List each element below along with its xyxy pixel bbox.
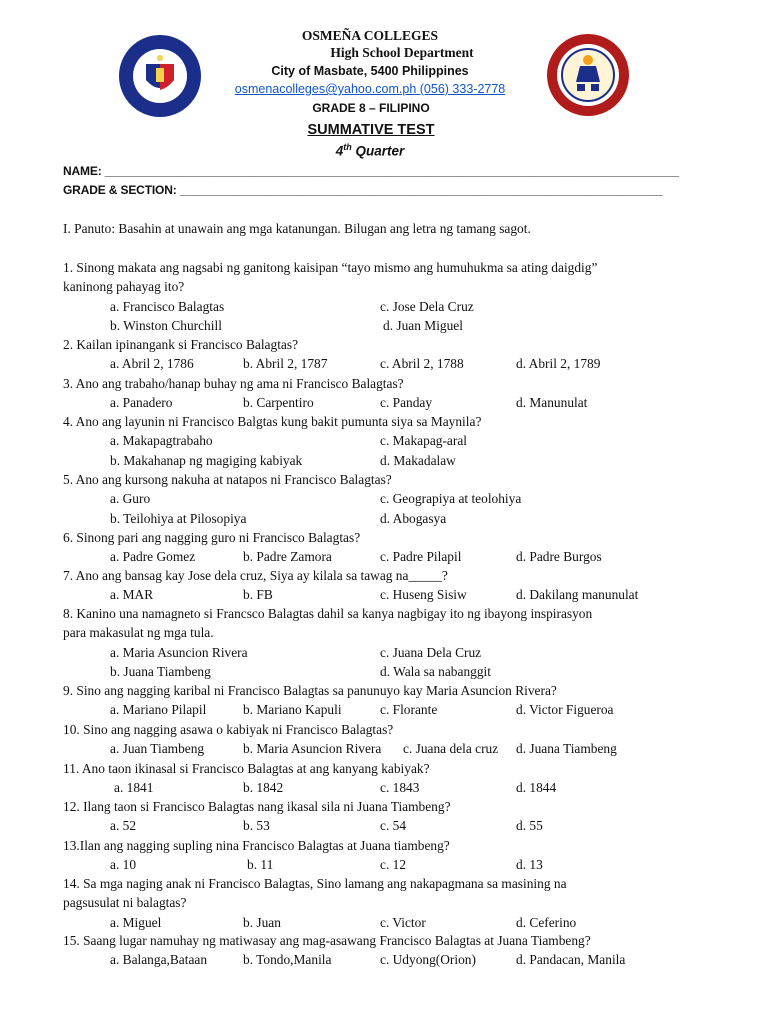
option-c[interactable]: c. Geograpiya at teolohiya xyxy=(380,491,522,507)
name-field[interactable]: NAME: ________________________________________________________________________________________ xyxy=(63,164,679,178)
option-d[interactable]: d. 55 xyxy=(516,818,543,834)
option-d[interactable]: d. Pandacan, Manila xyxy=(516,952,626,968)
contact-link[interactable]: osmenacolleges@yahoo.com.ph (056) 333-2778 xyxy=(234,82,506,96)
option-a[interactable]: a. Padre Gomez xyxy=(110,549,196,565)
option-c[interactable]: c. Huseng Sisiw xyxy=(380,587,467,603)
question-text: 11. Ano taon ikinasal si Francisco Balagtas at ang kanyang kabiyak? xyxy=(63,761,430,776)
option-d[interactable]: d. Abril 2, 1789 xyxy=(516,356,601,372)
option-a[interactable]: a. Maria Asuncion Rivera xyxy=(110,644,248,660)
option-b[interactable]: b. Padre Zamora xyxy=(243,549,332,565)
option-b[interactable]: b. 53 xyxy=(243,818,270,834)
option-a[interactable]: a. Makapagtrabaho xyxy=(110,433,213,449)
option-a[interactable]: a. Abril 2, 1786 xyxy=(110,356,194,372)
option-c[interactable]: c. Juana dela cruz xyxy=(403,741,499,757)
option-c[interactable]: c. Udyong(Orion) xyxy=(380,952,476,968)
option-d[interactable]: d. Dakilang manunulat xyxy=(516,587,639,603)
option-c[interactable]: c. Panday xyxy=(380,395,433,411)
question-text-continued: kaninong pahayag ito? xyxy=(63,279,185,295)
option-b[interactable]: b. Makahanap ng magiging kabiyak xyxy=(110,452,303,468)
school-address: City of Masbate, 5400 Philippines xyxy=(271,64,469,78)
option-c[interactable]: c. Padre Pilapil xyxy=(380,549,462,565)
question-text-continued: pagsusulat ni balagtas? xyxy=(63,895,187,911)
option-c[interactable]: c. Victor xyxy=(380,914,426,930)
option-c[interactable]: c. 12 xyxy=(380,857,407,873)
option-c[interactable]: c. Florante xyxy=(380,702,438,718)
question-text: 13.Ilan ang nagging supling nina Francisco Balagtas at Juana tiambeng? xyxy=(63,838,450,853)
question-text: 7. Ano ang bansag kay Jose dela cruz, Siya ay kilala sa tawag na_____? xyxy=(63,568,448,583)
option-d[interactable]: d. Victor Figueroa xyxy=(516,702,614,718)
question-text: 9. Sino ang nagging karibal ni Francisco Balagtas sa panunuyo kay Maria Asuncion Rivera? xyxy=(63,683,557,698)
option-d[interactable]: d. Manunulat xyxy=(516,395,588,411)
option-b[interactable]: b. Winston Churchill xyxy=(110,317,222,333)
question-text: 5. Ano ang kursong nakuha at natapos ni Francisco Balagtas? xyxy=(63,472,392,487)
school-name: OSMEÑA COLLEGES xyxy=(301,28,439,43)
option-d[interactable]: d. 13 xyxy=(516,857,543,873)
option-b[interactable]: b. Abril 2, 1787 xyxy=(243,356,328,372)
contact-line xyxy=(0,82,754,96)
grade-subject: GRADE 8 – FILIPINO xyxy=(312,101,430,115)
option-a[interactable]: a. Miguel xyxy=(110,914,162,930)
option-d[interactable]: d. Juan Miguel xyxy=(383,317,463,333)
option-b[interactable]: b. FB xyxy=(243,587,273,603)
option-a[interactable]: a. Guro xyxy=(110,491,151,507)
option-b[interactable]: b. 1842 xyxy=(243,780,284,796)
department-name: High School Department xyxy=(330,45,474,60)
option-c[interactable]: c. Abril 2, 1788 xyxy=(380,356,464,372)
option-c[interactable]: c. Juana Dela Cruz xyxy=(380,644,482,660)
question-text: 1. Sinong makata ang nagsabi ng ganitong kaisipan “tayo mismo ang humuhukma sa ating daigdig” xyxy=(63,260,598,275)
question-text-continued: para makasulat ng mga tula. xyxy=(63,625,214,641)
option-d[interactable]: d. Abogasya xyxy=(380,510,447,526)
test-title: SUMMATIVE TEST xyxy=(307,122,435,138)
option-c[interactable]: c. Makapag-aral xyxy=(380,433,467,449)
option-a[interactable]: a. 1841 xyxy=(114,780,154,796)
question-text: 2. Kailan ipinangank si Francisco Balagtas? xyxy=(63,337,299,352)
option-a[interactable]: a. 10 xyxy=(110,857,137,873)
option-d[interactable]: d. Ceferino xyxy=(516,914,577,930)
instructions: I. Panuto: Basahin at unawain ang mga katanungan. Bilugan ang letra ng tamang sagot. xyxy=(63,221,531,236)
option-d[interactable]: d. Wala sa nabanggit xyxy=(380,663,491,679)
quarter-number: 4 xyxy=(335,143,344,159)
option-b[interactable]: b. Maria Asuncion Rivera xyxy=(243,741,382,757)
question-text: 6. Sinong pari ang nagging guro ni Francisco Balagtas? xyxy=(63,530,361,545)
option-c[interactable]: c. 54 xyxy=(380,818,407,834)
option-b[interactable]: b. Tondo,Manila xyxy=(243,952,332,968)
option-a[interactable]: a. Panadero xyxy=(110,395,173,411)
option-b[interactable]: b. Teilohiya at Pilosopiya xyxy=(110,510,247,526)
quarter-heading xyxy=(0,142,754,159)
option-a[interactable]: a. MAR xyxy=(110,587,154,603)
option-d[interactable]: d. Makadalaw xyxy=(380,452,456,468)
option-b[interactable]: b. Carpentiro xyxy=(243,395,314,411)
grade-section-field[interactable]: GRADE & SECTION: __________________________________________________________________________ xyxy=(63,183,663,197)
option-a[interactable]: a. Balanga,Bataan xyxy=(110,952,208,968)
option-d[interactable]: d. Juana Tiambeng xyxy=(516,741,617,757)
question-text: 14. Sa mga naging anak ni Francisco Balagtas, Sino lamang ang nakapagmana sa masining na xyxy=(63,876,567,891)
question-text: 3. Ano ang trabaho/hanap buhay ng ama ni Francisco Balagtas? xyxy=(63,376,404,391)
quarter-word: Quarter xyxy=(355,143,405,159)
question-text: 4. Ano ang layunin ni Francisco Balgtas kung bakit pumunta siya sa Maynila? xyxy=(63,414,482,429)
option-a[interactable]: a. Francisco Balagtas xyxy=(110,298,225,314)
option-b[interactable]: b. Juana Tiambeng xyxy=(110,663,211,679)
option-b[interactable]: b. Juan xyxy=(243,914,281,930)
question-text: 8. Kanino una namagneto si Francsco Balagtas dahil sa kanya nagbigay ito ng ibayong inspirasyon xyxy=(63,606,593,621)
option-d[interactable]: d. Padre Burgos xyxy=(516,549,602,565)
option-c[interactable]: c. 1843 xyxy=(380,780,420,796)
option-c[interactable]: c. Jose Dela Cruz xyxy=(380,298,474,314)
question-text: 10. Sino ang nagging asawa o kabiyak ni Francisco Balagtas? xyxy=(63,722,394,737)
option-a[interactable]: a. Juan Tiambeng xyxy=(110,741,205,757)
option-b[interactable]: b. 11 xyxy=(247,857,274,873)
question-text: 15. Saang lugar namuhay ng matiwasay ang mag-asawang Francisco Balagtas at Juana Tiambeng? xyxy=(63,933,591,948)
option-a[interactable]: a. 52 xyxy=(110,818,137,834)
quarter-suffix: th xyxy=(343,142,352,152)
option-a[interactable]: a. Mariano Pilapil xyxy=(110,702,207,718)
option-b[interactable]: b. Mariano Kapuli xyxy=(243,702,342,718)
question-text: 12. Ilang taon si Francisco Balagtas nang ikasal sila ni Juana Tiambeng? xyxy=(63,799,451,814)
option-d[interactable]: d. 1844 xyxy=(516,780,557,796)
